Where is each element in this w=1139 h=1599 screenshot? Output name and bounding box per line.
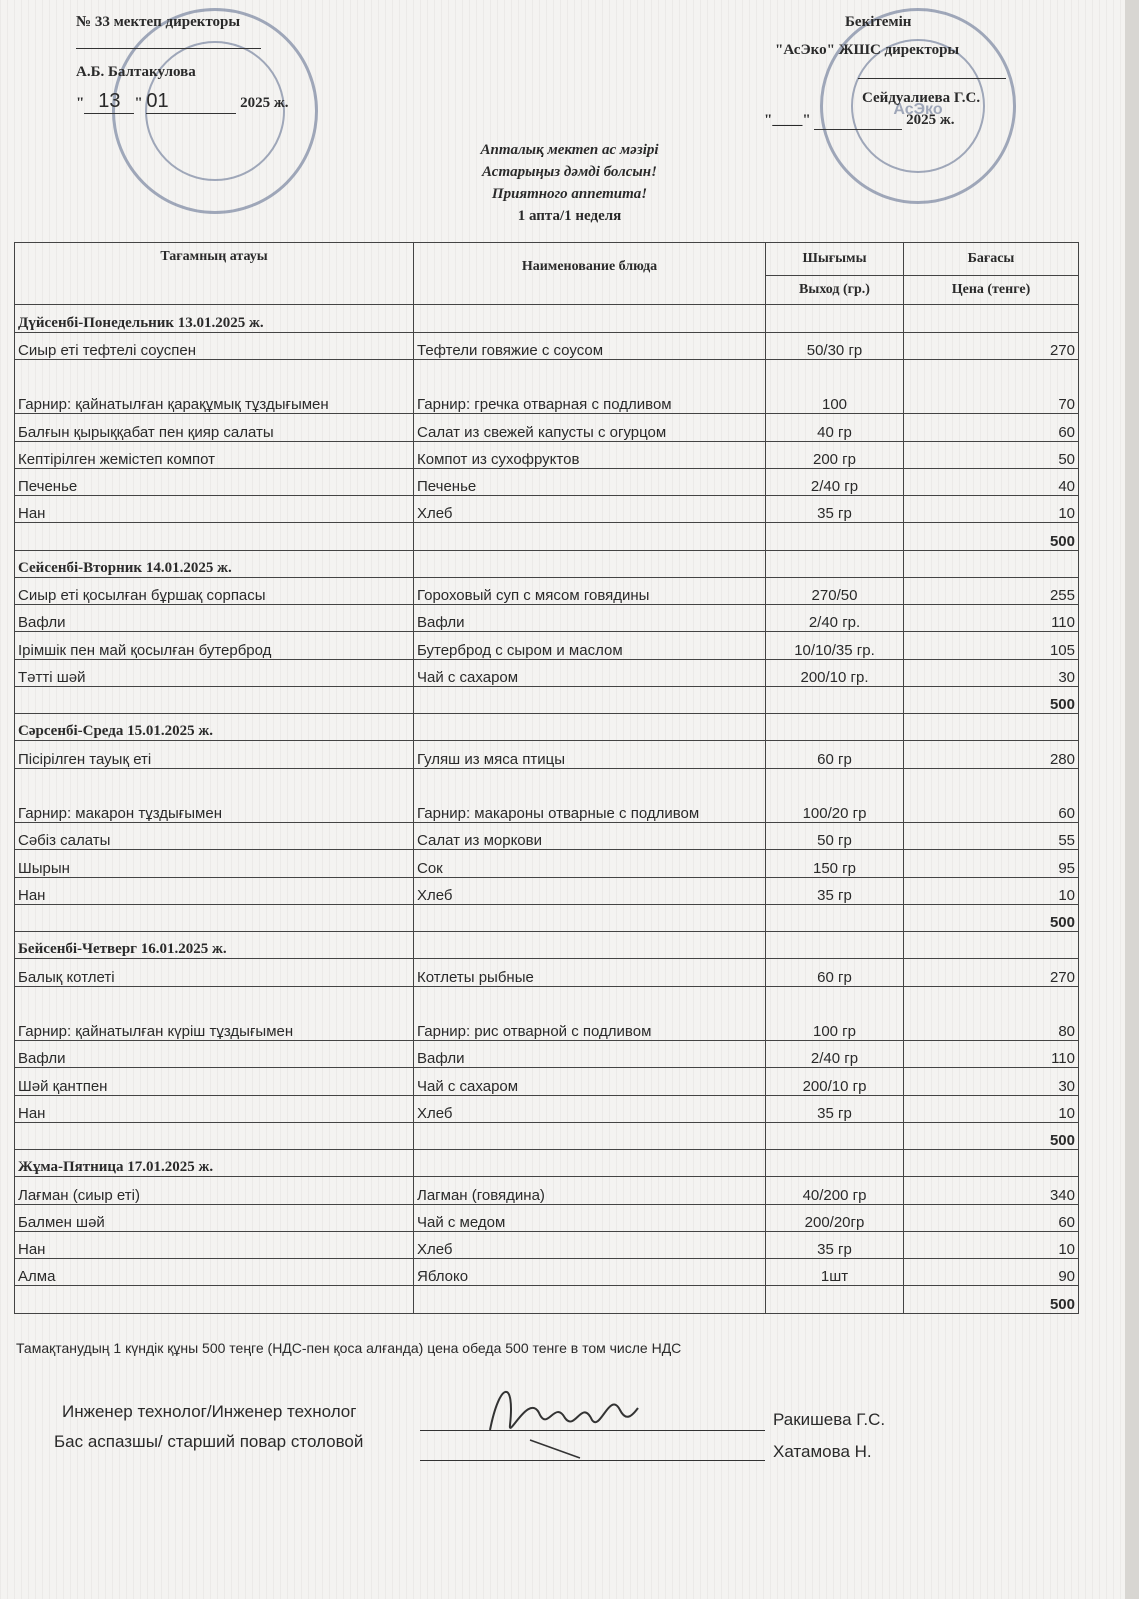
dish-name-ru: Хлеб <box>414 496 766 523</box>
dish-yield: 2/40 гр <box>766 468 904 495</box>
header-kk-name: Тағамның атауы <box>15 243 414 305</box>
dish-name-kk: Лағман (сиыр еті) <box>15 1177 414 1204</box>
dish-price: 10 <box>904 877 1079 904</box>
price-note: Тамақтанудың 1 күндік құны 500 теңге (НДС-пен қоса алғанда) цена обеда 500 тенге в том числе НДС <box>16 1340 682 1356</box>
dish-row <box>15 1259 1079 1286</box>
dish-name-ru: Печенье <box>414 468 766 495</box>
dish-yield: 100 гр <box>766 986 904 1041</box>
dish-price: 55 <box>904 823 1079 850</box>
signature <box>470 1370 650 1460</box>
dish-name-kk: Сәбіз салаты <box>15 823 414 850</box>
approve-label: Бекітемін <box>845 14 912 30</box>
dish-price: 10 <box>904 1095 1079 1122</box>
dish-row <box>15 959 1079 986</box>
dish-yield: 2/40 гр <box>766 1041 904 1068</box>
dish-row <box>15 877 1079 904</box>
dish-name-kk: Балмен шәй <box>15 1204 414 1231</box>
dish-row <box>15 632 1079 659</box>
director-name-left: А.Б. Балтакулова <box>76 64 196 80</box>
day-name: Сәрсенбі-Среда 15.01.2025 ж. <box>15 714 414 741</box>
dish-name-kk: Пісірілген тауық еті <box>15 741 414 768</box>
date-right <box>764 112 955 130</box>
dish-name-ru: Компот из сухофруктов <box>414 441 766 468</box>
dish-yield: 270/50 <box>766 577 904 604</box>
director-label-right: "АсЭко" ЖШС директоры <box>775 42 960 58</box>
menu-wish-ru: Приятного аппетита! <box>491 186 648 202</box>
header-yield-ru: Выход (гр.) <box>766 275 904 305</box>
cook-role: Бас аспазшы/ старший повар столовой <box>54 1432 364 1451</box>
page-edge <box>1125 0 1139 1599</box>
dish-yield: 40 гр <box>766 414 904 441</box>
dish-row <box>15 1231 1079 1258</box>
dish-price: 90 <box>904 1259 1079 1286</box>
dish-row <box>15 332 1079 359</box>
day-total-row <box>15 1286 1079 1314</box>
dish-row <box>15 823 1079 850</box>
dish-name-ru: Гуляш из мяса птицы <box>414 741 766 768</box>
dish-row <box>15 1177 1079 1204</box>
dish-row <box>15 1041 1079 1068</box>
menu-table <box>14 242 1079 1314</box>
dish-price: 60 <box>904 1204 1079 1231</box>
dish-name-kk: Вафли <box>15 1041 414 1068</box>
dish-name-kk: Гарнир: қайнатылған күріш тұздығымен <box>15 986 414 1041</box>
dish-yield: 150 гр <box>766 850 904 877</box>
menu-wish-kk: Астарыңыз дәмді болсын! <box>482 164 657 180</box>
day-total: 500 <box>904 1286 1079 1314</box>
dish-name-kk: Нан <box>15 1095 414 1122</box>
dish-name-kk: Сиыр еті тефтелі соуспен <box>15 332 414 359</box>
dish-name-kk: Гарнир: макарон тұздығымен <box>15 768 414 823</box>
dish-name-ru: Котлеты рыбные <box>414 959 766 986</box>
dish-yield: 35 гр <box>766 496 904 523</box>
day-total-row <box>15 1122 1079 1149</box>
day-name: Бейсенбі-Четверг 16.01.2025 ж. <box>15 932 414 959</box>
dish-price: 10 <box>904 1231 1079 1258</box>
dish-name-kk: Балық котлеті <box>15 959 414 986</box>
dish-price: 270 <box>904 332 1079 359</box>
dish-row <box>15 1204 1079 1231</box>
dish-yield: 200/20гр <box>766 1204 904 1231</box>
dish-name-kk: Вафли <box>15 605 414 632</box>
dish-price: 60 <box>904 414 1079 441</box>
dish-name-ru: Хлеб <box>414 1095 766 1122</box>
dish-name-kk: Нан <box>15 877 414 904</box>
day-row <box>15 1150 1079 1177</box>
date-month: 01 <box>146 90 236 114</box>
day-row <box>15 550 1079 577</box>
dish-name-ru: Гарнир: гречка отварная с подливом <box>414 359 766 414</box>
dish-name-ru: Вафли <box>414 605 766 632</box>
dish-price: 95 <box>904 850 1079 877</box>
dish-price: 270 <box>904 959 1079 986</box>
dish-yield: 1шт <box>766 1259 904 1286</box>
date-blank-right: "____" <box>764 112 811 128</box>
dish-name-ru: Сок <box>414 850 766 877</box>
company-seal-text: АсЭко <box>893 101 943 118</box>
dish-yield: 35 гр <box>766 1095 904 1122</box>
dish-yield: 35 гр <box>766 1231 904 1258</box>
dish-name-ru: Чай с медом <box>414 1204 766 1231</box>
dish-row <box>15 577 1079 604</box>
dish-price: 30 <box>904 1068 1079 1095</box>
dish-row <box>15 496 1079 523</box>
dish-yield: 50 гр <box>766 823 904 850</box>
dish-yield: 50/30 гр <box>766 332 904 359</box>
dish-price: 30 <box>904 659 1079 686</box>
dish-row <box>15 768 1079 823</box>
date-day: 13 <box>84 90 134 114</box>
dish-yield: 100 <box>766 359 904 414</box>
day-row <box>15 714 1079 741</box>
dish-yield: 100/20 гр <box>766 768 904 823</box>
dish-price: 340 <box>904 1177 1079 1204</box>
dish-yield: 200/10 гр. <box>766 659 904 686</box>
dish-name-kk: Тәтті шәй <box>15 659 414 686</box>
day-total: 500 <box>904 686 1079 713</box>
week-label: 1 апта/1 неделя <box>517 208 622 224</box>
dish-name-ru: Салат из свежей капусты с огурцом <box>414 414 766 441</box>
dish-name-ru: Хлеб <box>414 1231 766 1258</box>
dish-yield: 10/10/35 гр. <box>766 632 904 659</box>
dish-price: 40 <box>904 468 1079 495</box>
dish-name-ru: Салат из моркови <box>414 823 766 850</box>
day-total-row <box>15 904 1079 931</box>
dish-yield: 2/40 гр. <box>766 605 904 632</box>
dish-row <box>15 1068 1079 1095</box>
dish-row <box>15 741 1079 768</box>
date-year-left: 2025 ж. <box>240 95 289 111</box>
dish-name-kk: Нан <box>15 1231 414 1258</box>
day-name: Дүйсенбі-Понедельник 13.01.2025 ж. <box>15 305 414 332</box>
header-ru-name: Наименование блюда <box>414 243 766 305</box>
dish-name-ru: Гарнир: рис отварной с подливом <box>414 986 766 1041</box>
dish-name-kk: Кептірілген жемістеп компот <box>15 441 414 468</box>
day-row <box>15 305 1079 332</box>
dish-name-kk: Нан <box>15 496 414 523</box>
dish-name-ru: Бутерброд с сыром и маслом <box>414 632 766 659</box>
dish-row <box>15 441 1079 468</box>
day-total: 500 <box>904 904 1079 931</box>
engineer-role: Инженер технолог/Инженер технолог <box>62 1402 357 1421</box>
dish-price: 110 <box>904 1041 1079 1068</box>
dish-name-ru: Лагман (говядина) <box>414 1177 766 1204</box>
dish-price: 110 <box>904 605 1079 632</box>
director-label-left: № 33 мектеп директоры <box>76 14 241 30</box>
engineer-name: Ракишева Г.С. <box>773 1410 886 1429</box>
dish-name-kk: Ірімшік пен май қосылған бутерброд <box>15 632 414 659</box>
dish-yield: 40/200 гр <box>766 1177 904 1204</box>
dish-price: 255 <box>904 577 1079 604</box>
dish-name-ru: Гороховый суп с мясом говядины <box>414 577 766 604</box>
dish-yield: 35 гр <box>766 877 904 904</box>
dish-name-ru: Яблоко <box>414 1259 766 1286</box>
menu-title: Апталық мектеп ас мәзірі <box>480 142 659 158</box>
dish-name-ru: Гарнир: макароны отварные с подливом <box>414 768 766 823</box>
dish-row <box>15 986 1079 1041</box>
dish-yield: 200 гр <box>766 441 904 468</box>
dish-name-ru: Вафли <box>414 1041 766 1068</box>
dish-row <box>15 1095 1079 1122</box>
menu-table-body <box>15 243 1079 1314</box>
dish-row <box>15 659 1079 686</box>
date-left: " 13 " 01 2025 ж. <box>76 90 289 112</box>
dish-price: 70 <box>904 359 1079 414</box>
director-name-right: Сейдуалиева Г.С. <box>862 90 981 106</box>
day-total-row <box>15 686 1079 713</box>
date-year-right: 2025 ж. <box>906 112 955 128</box>
day-name: Сейсенбі-Вторник 14.01.2025 ж. <box>15 550 414 577</box>
day-total: 500 <box>904 523 1079 550</box>
dish-yield: 60 гр <box>766 741 904 768</box>
day-name: Жұма-Пятница 17.01.2025 ж. <box>15 1150 414 1177</box>
dish-name-kk: Гарнир: қайнатылған қарақұмық тұздығымен <box>15 359 414 414</box>
dish-price: 60 <box>904 768 1079 823</box>
dish-name-kk: Печенье <box>15 468 414 495</box>
dish-name-kk: Сиыр еті қосылған бұршақ сорпасы <box>15 577 414 604</box>
dish-row <box>15 414 1079 441</box>
header-price-kk: Бағасы <box>904 243 1079 276</box>
day-row <box>15 932 1079 959</box>
dish-name-ru: Чай с сахаром <box>414 1068 766 1095</box>
dish-yield: 60 гр <box>766 959 904 986</box>
dish-yield: 200/10 гр <box>766 1068 904 1095</box>
dish-price: 105 <box>904 632 1079 659</box>
dish-name-kk: Балғын қырыққабат пен қияр салаты <box>15 414 414 441</box>
dish-price: 280 <box>904 741 1079 768</box>
dish-price: 50 <box>904 441 1079 468</box>
dish-name-ru: Хлеб <box>414 877 766 904</box>
day-total-row <box>15 523 1079 550</box>
cook-name: Хатамова Н. <box>773 1442 872 1461</box>
dish-row <box>15 468 1079 495</box>
dish-row <box>15 359 1079 414</box>
header-price-ru: Цена (тенге) <box>904 275 1079 305</box>
dish-row <box>15 605 1079 632</box>
dish-name-ru: Чай с сахаром <box>414 659 766 686</box>
dish-name-ru: Тефтели говяжие с соусом <box>414 332 766 359</box>
dish-name-kk: Шәй қантпен <box>15 1068 414 1095</box>
day-total: 500 <box>904 1122 1079 1149</box>
dish-row <box>15 850 1079 877</box>
dish-name-kk: Алма <box>15 1259 414 1286</box>
dish-price: 10 <box>904 496 1079 523</box>
dish-price: 80 <box>904 986 1079 1041</box>
header-yield-kk: Шығымы <box>766 243 904 276</box>
dish-name-kk: Шырын <box>15 850 414 877</box>
